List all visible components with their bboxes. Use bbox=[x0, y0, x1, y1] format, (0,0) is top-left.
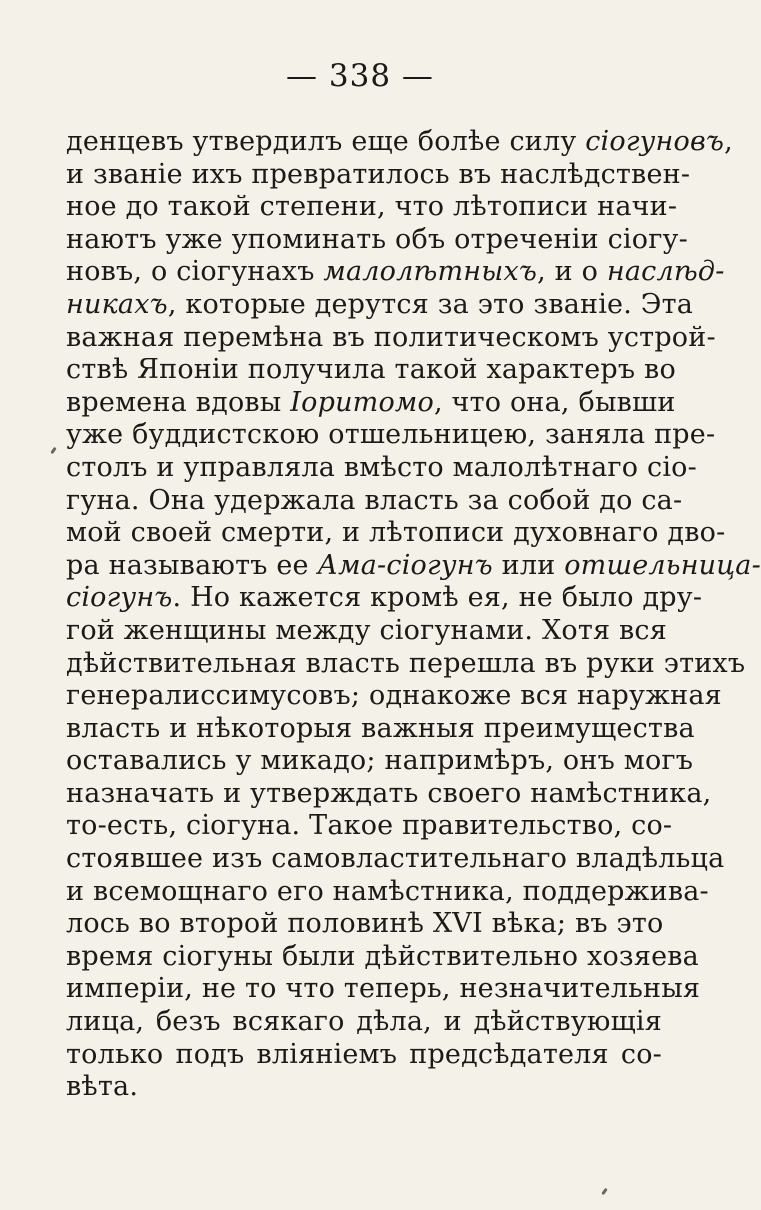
text-line bbox=[66, 1006, 662, 1039]
text-line bbox=[66, 549, 761, 583]
body-text bbox=[66, 126, 761, 1104]
text-segment: мой своей смерти, и лѣтописи духовнаго дво- bbox=[66, 517, 726, 549]
text-segment: столъ и управляла вмѣсто малолѣтнаго сіо- bbox=[66, 451, 697, 483]
text-line bbox=[66, 1071, 662, 1104]
text-line bbox=[66, 288, 694, 322]
text-line bbox=[66, 777, 712, 811]
text-segment: , bbox=[724, 126, 733, 157]
text-line bbox=[66, 908, 662, 941]
text-line bbox=[66, 256, 725, 289]
text-line bbox=[66, 354, 676, 387]
italic-term: отшельница- bbox=[564, 549, 761, 581]
text-segment: ствѣ Японіи получила такой характеръ во bbox=[66, 354, 676, 386]
text-segment: имперіи, не то что теперь, незначительныя bbox=[66, 973, 701, 1005]
text-segment: денцевъ утвердилъ еще болѣе силу bbox=[66, 126, 586, 157]
text-line bbox=[66, 940, 699, 974]
text-line bbox=[66, 191, 678, 224]
italic-term: сіогунъ bbox=[66, 582, 173, 614]
italic-term: наслѣд- bbox=[606, 256, 725, 288]
text-line bbox=[66, 875, 709, 909]
italic-term: сіогуновъ bbox=[585, 126, 725, 157]
text-segment: только подъ вліяніемъ предсѣдателя со- bbox=[66, 1038, 662, 1070]
text-line bbox=[66, 386, 676, 420]
text-line bbox=[66, 1039, 662, 1072]
text-line bbox=[66, 745, 694, 778]
text-line bbox=[66, 614, 667, 648]
text-segment: лось во второй половинѣ XVI вѣка; въ это bbox=[66, 908, 664, 940]
text-segment: , которые дерутся за это званіе. Эта bbox=[167, 288, 694, 320]
text-segment: лица, безъ всякаго дѣла, и дѣйствующія bbox=[66, 1006, 662, 1038]
italic-term: Ама-сіогунъ bbox=[317, 549, 493, 581]
text-line bbox=[66, 158, 691, 192]
text-segment: , и о bbox=[537, 256, 607, 288]
text-segment: гой женщины между сіогунами. Хотя вся bbox=[66, 614, 667, 646]
text-segment: оставались у микадо; напримѣръ, онъ могъ bbox=[66, 745, 694, 777]
text-segment: или bbox=[492, 549, 565, 581]
text-line bbox=[66, 419, 716, 452]
text-segment: , что она, бывши bbox=[433, 386, 676, 418]
text-line bbox=[66, 223, 688, 257]
text-segment: назначать и утверждать своего намѣстника, bbox=[66, 777, 712, 809]
text-line bbox=[66, 712, 695, 746]
text-segment: . Но кажется кромѣ ея, не было дру- bbox=[172, 582, 703, 614]
paper-speck bbox=[50, 447, 56, 454]
text-segment: дѣйствительная власть перешла въ руки этихъ bbox=[66, 647, 746, 679]
text-segment: уже буддистскою отшельницею, заняла пре- bbox=[66, 419, 716, 451]
italic-term: никахъ bbox=[66, 288, 168, 320]
text-segment: и званіе ихъ превратилось въ наслѣдствен- bbox=[66, 158, 691, 190]
text-segment: власть и нѣкоторыя важныя преимущества bbox=[66, 712, 695, 744]
text-line bbox=[66, 647, 746, 681]
text-segment: ра называютъ ее bbox=[66, 549, 318, 581]
text-segment: генералиссимусовъ; однакоже вся наружная bbox=[66, 680, 722, 712]
text-segment: время сіогуны были дѣйствительно хозяева bbox=[66, 940, 699, 972]
text-segment: времена вдовы bbox=[66, 386, 291, 418]
text-line bbox=[66, 484, 683, 518]
text-line bbox=[66, 582, 703, 615]
text-segment: важная перемѣна въ политическомъ устрой- bbox=[66, 321, 716, 353]
text-segment: стоявшее изъ самовластительнаго владѣльца bbox=[66, 843, 725, 875]
text-segment: ное до такой степени, что лѣтописи начи- bbox=[66, 191, 678, 223]
text-line bbox=[66, 973, 701, 1006]
page-number: — 338 — bbox=[286, 58, 434, 94]
italic-term: Іоритомо bbox=[290, 386, 434, 418]
text-line bbox=[66, 451, 697, 485]
text-line bbox=[66, 680, 722, 713]
text-line bbox=[66, 126, 733, 159]
text-line bbox=[66, 843, 725, 876]
text-segment: вѣта. bbox=[66, 1071, 139, 1103]
text-segment: и всемощнаго его намѣстника, поддержива- bbox=[66, 875, 709, 907]
paper-speck bbox=[601, 1188, 607, 1195]
text-line bbox=[66, 517, 726, 550]
text-segment: новъ, о сіогунахъ bbox=[66, 256, 324, 288]
text-line bbox=[66, 810, 673, 843]
text-segment: гуна. Она удержала власть за собой до са- bbox=[66, 484, 683, 516]
text-line bbox=[66, 321, 716, 355]
italic-term: малолѣтныхъ bbox=[323, 256, 538, 288]
text-segment: то-есть, сіогуна. Такое правительство, со- bbox=[66, 810, 673, 842]
text-segment: наютъ уже упоминать объ отреченіи сіогу- bbox=[66, 223, 688, 255]
